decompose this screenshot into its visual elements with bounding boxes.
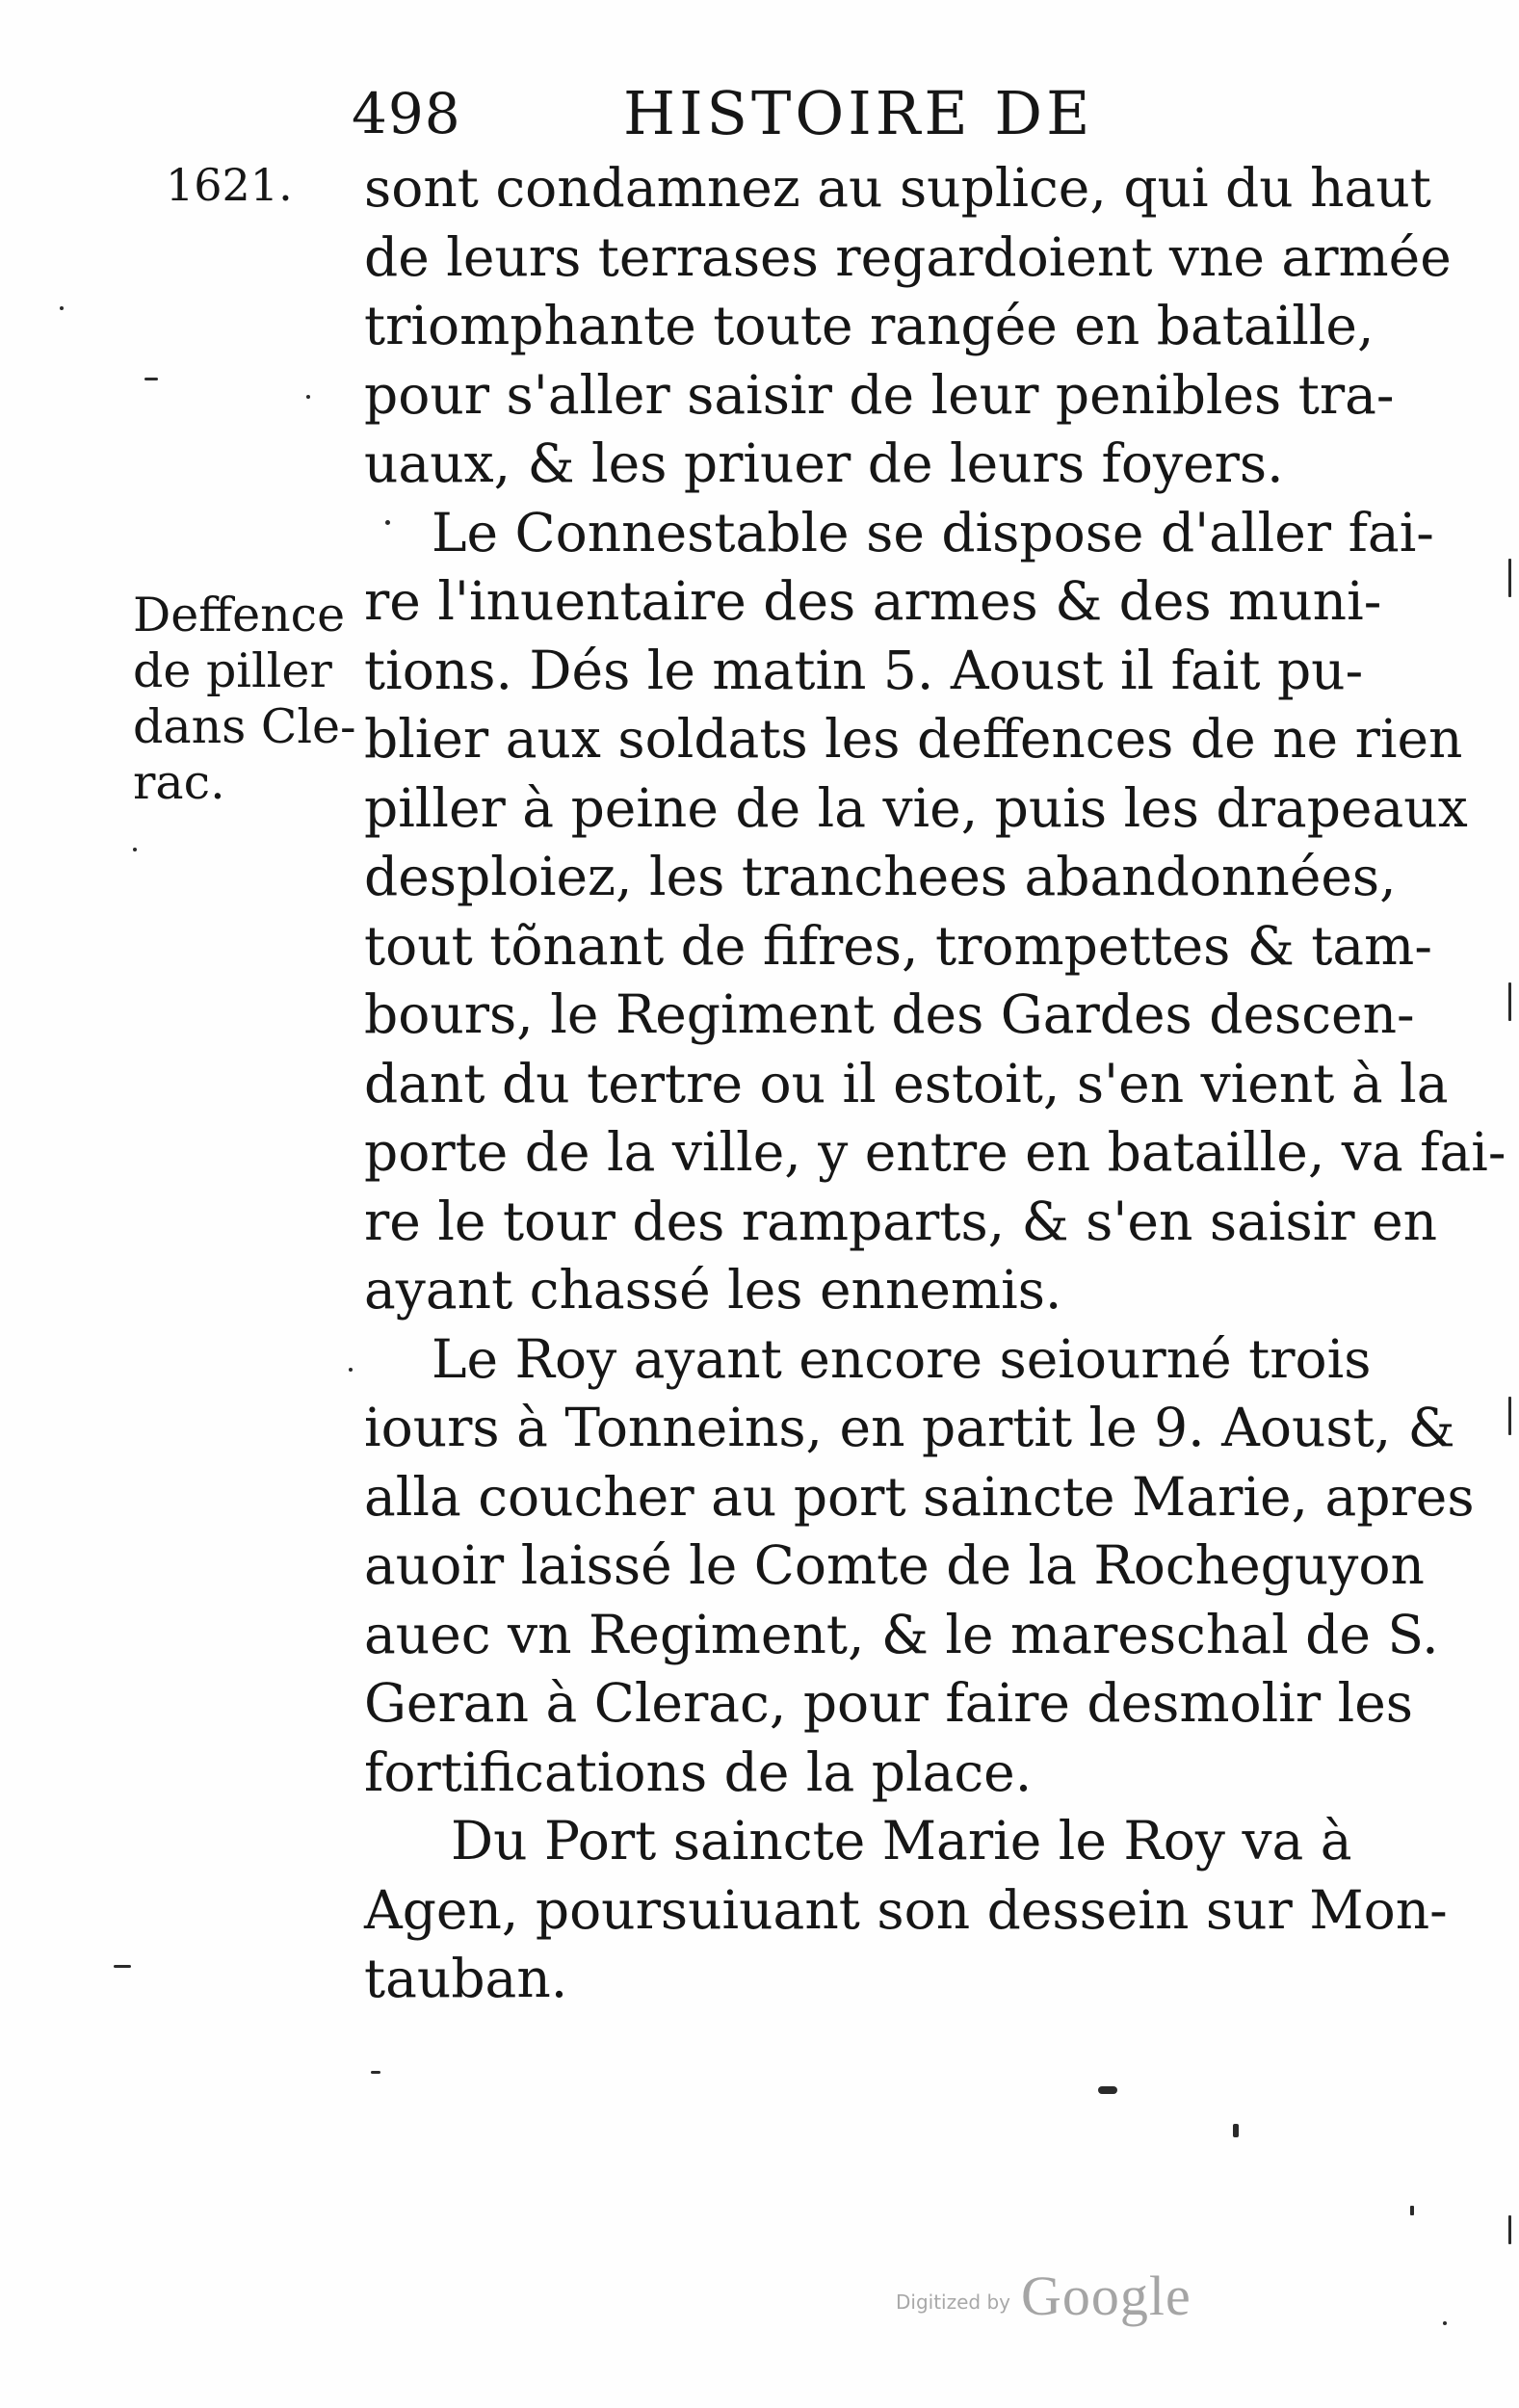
digitized-watermark [896,2264,1214,2341]
text-line: tauban. [364,1948,568,2009]
scan-speck [371,2071,380,2074]
watermark-prefix: Digitized by [896,2290,1010,2314]
text-line: Agen, poursuiuant son dessein sur Mon- [364,1878,1448,1941]
margin-note-line: de piller [133,643,332,698]
margin-year: 1621. [166,159,293,211]
scan-speck [1508,2215,1511,2244]
margin-note-line: rac. [133,755,225,810]
running-title: HISTOIRE DE [623,78,1094,148]
text-line: porte de la ville, y entre en bataille, va fai- [364,1121,1506,1183]
text-line: dant du tertre ou il estoit, s'en vient à la [364,1052,1449,1114]
text-line: ayant chassé les ennemis. [364,1259,1062,1321]
text-line: Du Port saincte Marie le Roy va à [451,1810,1352,1871]
margin-note-line: Deffence [133,588,346,642]
text-line: auec vn Regiment, & le mareschal de S. [364,1603,1439,1665]
text-line: pour s'aller saisir de leur penibles tra- [364,363,1395,426]
scan-speck [385,520,390,525]
text-line: re l'inuentaire des armes & des muni- [364,570,1382,632]
text-line: re le tour des ramparts, & s'en saisir en [364,1190,1438,1252]
text-line: sont condamnez au suplice, qui du haut [364,157,1431,219]
scan-speck [349,1368,353,1372]
text-line: tions. Dés le matin 5. Aoust il fait pu- [364,639,1364,701]
text-line: desploiez, les tranchees abandonnées, [364,846,1397,907]
scan-speck [1233,2124,1239,2137]
text-line: bours, le Regiment des Gardes descen- [364,983,1415,1045]
page-number: 498 [352,81,461,146]
text-line: iours à Tonneins, en partit le 9. Aoust, & [364,1397,1455,1458]
text-line: auoir laissé le Comte de la Rocheguyon [364,1534,1425,1596]
google-logo: Google [1021,2264,1192,2327]
text-line: tout tõnant de fifres, trompettes & tam- [364,914,1432,977]
text-line: alla coucher au port saincte Marie, apres [364,1465,1475,1528]
text-line: Geran à Clerac, pour faire desmolir les [364,1672,1413,1734]
scan-speck [1410,2206,1414,2215]
scan-speck [1098,2086,1117,2094]
scan-speck [60,306,64,310]
scan-speck [144,378,158,380]
margin-note [133,588,356,811]
scan-speck [306,395,310,399]
text-line: uaux, & les priuer de leurs foyers. [364,432,1284,494]
scan-speck [1508,982,1511,1021]
text-line: fortifications de la place. [364,1741,1033,1803]
margin-note-line: dans Cle- [133,699,356,754]
scan-speck [114,1965,131,1968]
text-line: piller à peine de la vie, puis les drapeaux [364,776,1468,839]
text-line: blier aux soldats les deffences de ne rien [364,708,1463,770]
scan-speck [1508,559,1511,597]
text-line: Le Roy ayant encore seiourné trois [432,1327,1372,1390]
body-text [364,154,1506,2014]
scan-speck [1508,1397,1511,1435]
page-header [352,75,1238,152]
text-line: de leurs terrases regardoient vne armée [364,225,1452,288]
text-line: triomphante toute rangée en bataille, [364,295,1375,356]
text-line: Le Connestable se dispose d'aller fai- [432,501,1434,563]
scan-speck [1443,2321,1447,2325]
scan-speck [133,848,137,851]
